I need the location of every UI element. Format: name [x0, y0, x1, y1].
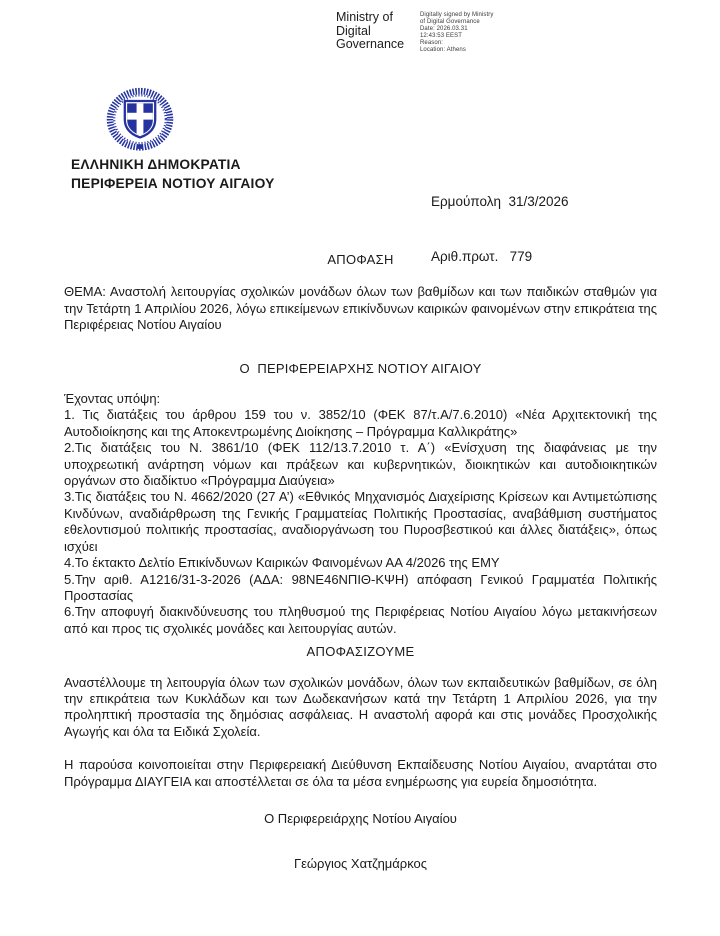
decision-paragraph: Αναστέλλουμε τη λειτουργία όλων των σχολικών μονάδων, όλων των εκπαιδευτικών βαθμίδων, σε όλη την επικράτεια των Κυκλάδων και των Δωδεκανήσων κατά την Τετάρτη 1 Απριλίου 2026, για την προληπτική προστασία της δημόσιας ασφάλειας. Η αναστολή αφορά και στις μονάδες Προσχολικής Αγωγής και όλα τα Ειδικά Σχολεία. — [64, 674, 657, 739]
signature-detail-line: Reason: — [420, 39, 444, 46]
notification-paragraph: Η παρούσα κοινοποιείται στην Περιφερειακή Διεύθυνση Εκπαίδευσης Νοτίου Αιγαίου, αναρτάται στο Πρόγραμμα ΔΙΑΥΓΕΙΑ και αποστέλλεται σε όλα τα μέσα ενημέρωσης για ευρεία δημοσιότητα. — [64, 757, 657, 789]
digital-signature-block — [336, 11, 494, 53]
consideration-item-3: 3.Τις διατάξεις του Ν. 4662/2020 (27 Α’) «Εθνικός Μηχανισμός Διαχείρισης Κρίσεων και Αντιμετώπισης Κινδύνων, αναδιάρθρωση της Γενικής Γραμματείας Πολιτικής Προστασίας, αναβάθμιση συστήματος εθελοντισμού πολιτικής προστασίας, αναδιοργάνωση του Πυροσβεστικού και άλλες διατάξεις», όπως ισχύει — [64, 489, 657, 554]
document-body — [64, 252, 657, 873]
signature-detail-line: Date: 2026.03.31 — [420, 25, 468, 32]
decision-title: ΑΠΟΦΑΣΗ — [327, 252, 394, 267]
signature-detail-line: Location: Athens — [420, 46, 466, 53]
protocol-number: Αριθ.πρωτ. 779 — [431, 249, 533, 265]
issuing-authority — [71, 156, 275, 193]
subject-paragraph: ΘΕΜΑ: Αναστολή λειτουργίας σχολικών μονάδων όλων των βαθμίδων και των παιδικών σταθμών για την Τετάρτη 1 Απριλίου 2026, λόγω επικείμενων επικίνδυνων καιρικών φαινομένων στην επικράτεια της Περιφέρειας Νοτίου Αιγαίου — [64, 284, 657, 333]
greek-state-emblem-icon — [102, 85, 178, 155]
authority-heading: Ο ΠΕΡΙΦΕΡΕΙΑΡΧΗΣ ΝΟΤΙΟΥ ΑΙΓΑΙΟΥ — [239, 360, 482, 376]
consideration-item-2: 2.Τις διατάξεις του Ν. 3861/10 (ΦΕΚ 112/13.7.2010 τ. Α΄) «Ενίσχυση της διαφάνειας με την υποχρεωτική ανάρτηση νόμων και πράξεων και κυβερνητικών, διοικητικών και αυτοδιοικητικών οργάνων στο διαδίκτυο «Πρόγραμμα Διαύγεια» — [64, 440, 657, 489]
decision-heading: ΑΠΟΦΑΣΙΖΟΥΜΕ — [306, 644, 415, 660]
consideration-item-4: 4.Το έκτακτο Δελτίο Επικίνδυνων Καιρικών Φαινομένων ΑΑ 4/2026 της ΕΜΥ — [64, 555, 500, 571]
signature-signer: Ministry of Digital Governance — [336, 10, 405, 51]
preamble-intro: Έχοντας υπόψη: — [64, 391, 161, 407]
org-name-line1: ΕΛΛΗΝΙΚΗ ΔΗΜΟΚΡΑΤΙΑ — [71, 157, 241, 172]
place-date: Ερμούπολη 31/3/2026 — [431, 194, 569, 210]
signature-detail-line: 12:43:53 EEST — [420, 32, 462, 39]
org-name-line2: ΠΕΡΙΦΕΡΕΙΑ ΝΟΤΙΟΥ ΑΙΓΑΙΟΥ — [71, 175, 275, 191]
signature-details — [420, 11, 494, 53]
consideration-item-5: 5.Την αριθ. Α1216/31-3-2026 (ΑΔΑ: 98ΝΕ46ΝΠΙΘ-ΚΨΗ) απόφαση Γενικού Γραμματέα Πολιτικής Προστασίας — [64, 571, 657, 603]
signature-detail-line: Digitally signed by Ministry — [420, 12, 494, 18]
signature-detail-line: of Digital Governance — [420, 18, 480, 25]
signoff-title: Ο Περιφερειάρχης Νοτίου Αιγαίου — [264, 810, 457, 826]
signoff-name: Γεώργιος Χατζημάρκος — [293, 856, 428, 872]
consideration-item-6: 6.Την αποφυγή διακινδύνευσης του πληθυσμού της Περιφέρειας Νοτίου Αιγαίου λόγω μετακινήσεων από και προς τις σχολικές μονάδες και λειτουργίας αυτών. — [64, 604, 657, 636]
consideration-item-1: 1. Τις διατάξεις του άρθρου 159 του ν. 3852/10 (ΦΕΚ 87/τ.Α/7.6.2010) «Νέα Αρχιτεκτονική της Αυτοδιοίκησης και της Αποκεντρωμένης Διοίκησης – Πρόγραμμα Καλλικράτης» — [64, 407, 657, 439]
